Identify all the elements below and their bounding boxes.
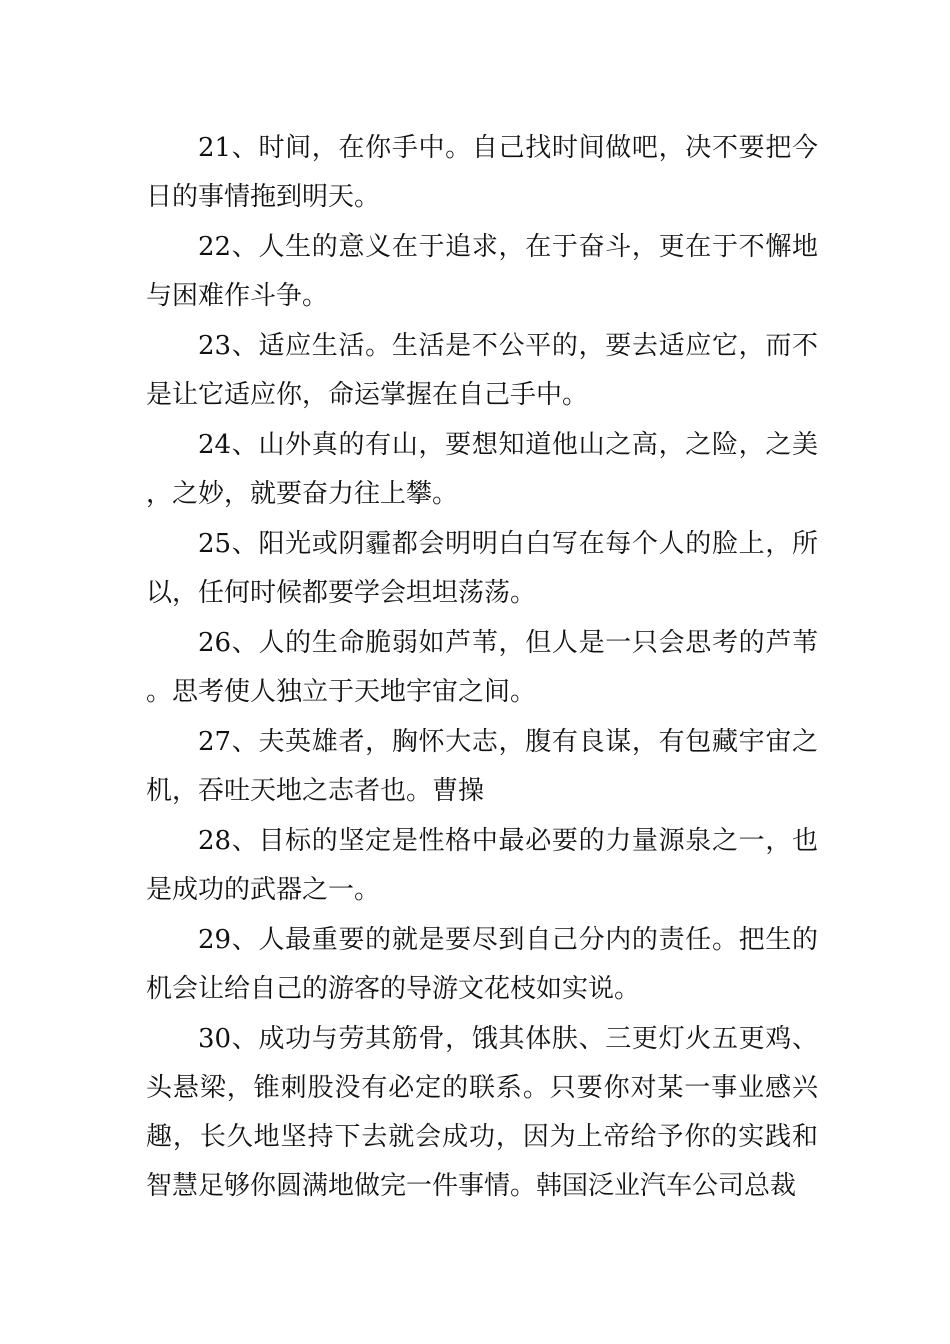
quote-paragraph-27: 27、夫英雄者，胸怀大志，腹有良谋，有包藏宇宙之机，吞吐天地之志者也。曹操 [146,727,818,806]
quote-paragraph-24: 24、山外真的有山，要想知道他山之高，之险，之美，之妙，就要奋力往上攀。 [146,430,818,509]
quote-paragraph-22: 22、人生的意义在于追求，在于奋斗，更在于不懈地与困难作斗争。 [146,232,818,311]
quote-paragraph-26: 26、人的生命脆弱如芦苇，但人是一只会思考的芦苇。思考使人独立于天地宇宙之间。 [146,628,818,707]
quote-paragraph-23: 23、适应生活。生活是不公平的，要去适应它，而不是让它适应你，命运掌握在自己手中。 [146,331,818,410]
quote-paragraph-21: 21、时间，在你手中。自己找时间做吧，决不要把今日的事情拖到明天。 [146,133,818,212]
quote-paragraph-29: 29、人最重要的就是要尽到自己分内的责任。把生的机会让给自己的游客的导游文花枝如实说。 [146,925,818,1004]
quote-paragraph-28: 28、目标的坚定是性格中最必要的力量源泉之一，也是成功的武器之一。 [146,826,818,905]
document-body [146,124,818,1212]
quote-paragraph-30: 30、成功与劳其筋骨，饿其体肤、三更灯火五更鸡、头悬梁，锥刺股没有必定的联系。只要你对某一事业感兴趣，长久地坚持下去就会成功，因为上帝给予你的实践和智慧足够你圆满地做完一件事情。韩国泛业汽车公司总裁 [146,1024,818,1201]
quote-paragraph-25: 25、阳光或阴霾都会明明白白写在每个人的脸上，所以，任何时候都要学会坦坦荡荡。 [146,529,818,608]
